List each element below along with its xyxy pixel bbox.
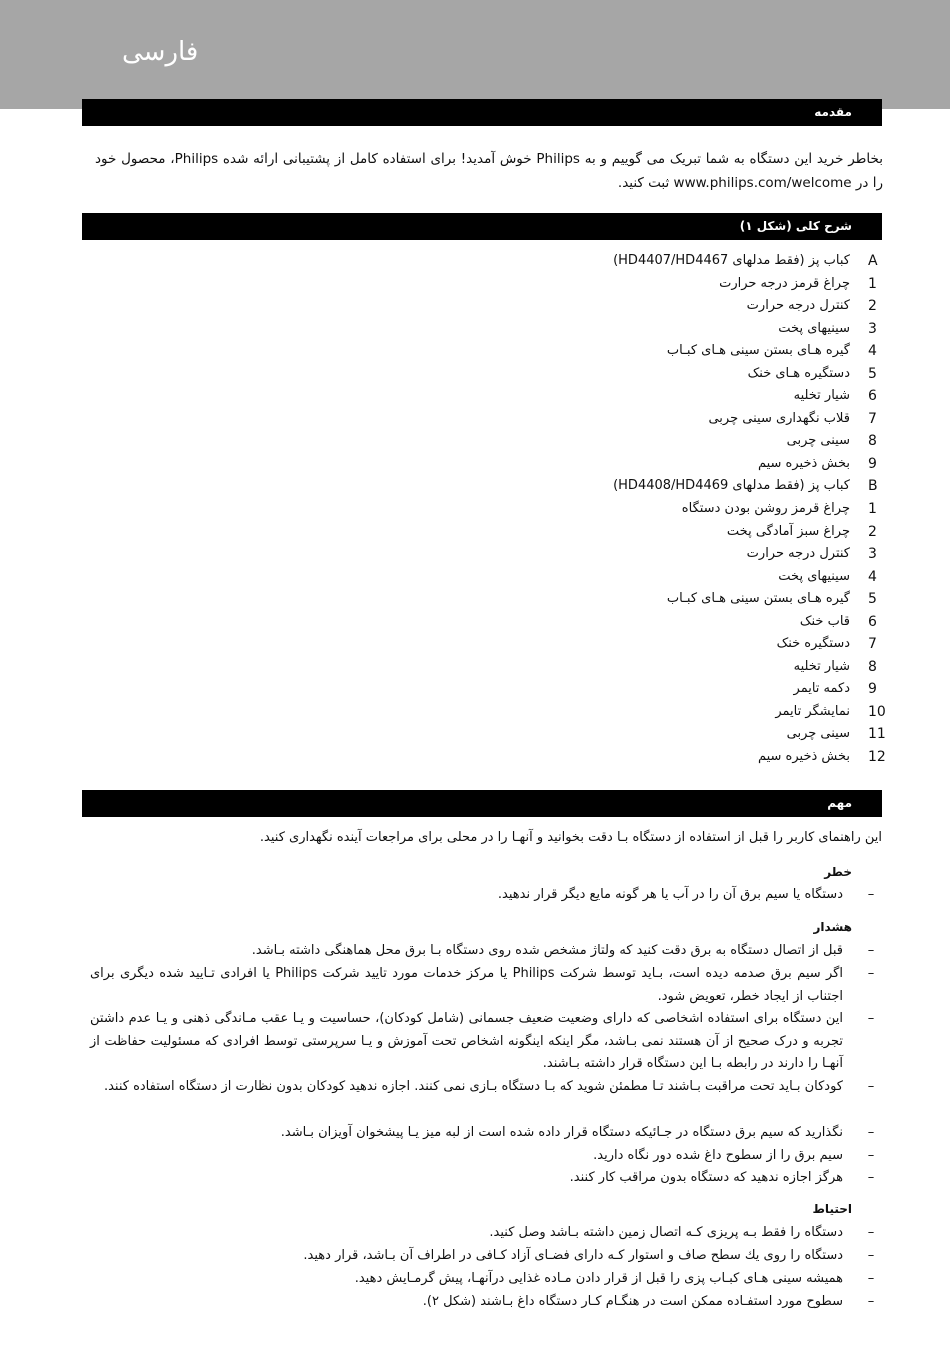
overview-item — [464, 746, 884, 769]
overview-item-label: چراغ قرمز روشن بودن دستگاه — [681, 501, 850, 517]
caution-heading: احتیاط — [812, 1202, 852, 1216]
bullet-dash: – — [867, 1011, 875, 1026]
overview-item-label: دکمه تایمر — [793, 681, 850, 697]
overview-item — [464, 611, 884, 634]
bullet-dash: – — [867, 1170, 875, 1185]
overview-item-number: 6 — [868, 613, 877, 630]
section-bar-overview: شرح کلی (شکل ۱) — [82, 213, 882, 240]
overview-item — [464, 430, 884, 453]
overview-item-number: 7 — [868, 410, 877, 427]
important-intro: این راهنمای کاربر را قبل از استفاده از دستگاه بـا دقت بخوانید و آنهـا را در محلی برای مراجعات آینده نگهداری کنید. — [259, 830, 882, 845]
overview-item-number: 7 — [868, 636, 877, 653]
overview-item — [464, 678, 884, 701]
bullet-dash: – — [867, 966, 875, 981]
intro-paragraph: بخاطر خرید این دستگاه به شما تبریک می گوییم و به Philips خوش آمدید! برای استفاده کامل از پشتیبانی ارائه شده Philips، محصول خود را در www.philips.com/welcome ثبت کنید. — [95, 151, 883, 191]
overview-item-number: 1 — [868, 501, 877, 518]
overview-item-number: 8 — [868, 658, 877, 675]
overview-item-label: دستگیره هـای خنک — [747, 365, 850, 381]
overview-item — [464, 656, 884, 679]
overview-item-number: 5 — [868, 591, 877, 608]
overview-item-label: قلاب نگهداری سینی چربی — [708, 410, 850, 426]
bullet-text: این دستگاه برای استفاده اشخاصی که دارای وضعیت ضعیف جسمانی (شامل کودکان)، حساسیت و یـا عقب مـاندگی ذهنی و یـا عدم داشتن تجربه و درک صحیح از آن هستند نمی بـاشد، مگر اینکه اینگونه اشخاص تحت آموزش و یـا سرپرستی توسط افرادی که مسئولیت حفاظت از آنهـا را دارند در رابطه بـا این دستگاه قرار داشته بـاشند. — [90, 1011, 843, 1071]
overview-item — [464, 521, 884, 544]
overview-item — [464, 453, 884, 476]
overview-item-number: 10 — [868, 703, 886, 720]
bullet-dash: – — [867, 887, 875, 902]
overview-item-number: 3 — [868, 546, 877, 563]
overview-item-label: گیره هـای بستن سینی هـای کبـاب — [666, 343, 850, 359]
bullet-dash: – — [867, 1294, 875, 1309]
bullet-text: هرگز اجازه ندهید که دستگاه بدون مراقب کار کنند. — [569, 1170, 843, 1185]
bullet-dash: – — [867, 1225, 875, 1240]
overview-item-label: سینی چربی — [786, 726, 850, 742]
overview-item — [464, 723, 884, 746]
overview-list — [464, 250, 884, 769]
overview-item — [464, 385, 884, 408]
bullet-text: دستگاه را فقط بـه پریزی کـه اتصال زمین داشته بـاشد وصل کنید. — [489, 1225, 843, 1240]
overview-item-number: 1 — [868, 275, 877, 292]
overview-item — [464, 633, 884, 656]
bullet-text: نگذارید که سیم برق دستگاه در جـائیکه دستگاه قرار داده شده است از لبه میز یـا پیشخوان آویزان بـاشد. — [280, 1125, 843, 1140]
overview-item-label: چراغ سبز آمادگی پخت — [726, 523, 850, 539]
bullet-text: سطوح مورد استفـاده ممکن است در هنگـام کـار دستگاه داغ بـاشند (شکل ۲). — [422, 1294, 843, 1309]
section-bar-intro: مقدمه — [82, 99, 882, 126]
warning-heading: هشدار — [813, 920, 852, 934]
overview-item — [464, 701, 884, 724]
overview-item-label: کنترل درجه حرارت — [746, 298, 850, 314]
overview-item — [464, 475, 884, 498]
bullet-dash: – — [867, 1148, 875, 1163]
overview-item-label: شیار تخلیه — [793, 388, 850, 404]
bullet-dash: – — [867, 1079, 875, 1094]
overview-item — [464, 295, 884, 318]
overview-item-label: دستگیره خنک — [776, 636, 850, 652]
overview-item-number: 3 — [868, 320, 877, 337]
language-title: فارسی — [122, 37, 199, 67]
overview-item-label: سینی چربی — [786, 433, 850, 449]
overview-item-label: کنترل درجه حرارت — [746, 546, 850, 562]
bullet-text: اگر سیم برق صدمه دیده است، بـاید توسط شرکت Philips یا مرکز خدمات مورد تایید شرکت Philips یا افرادی تـایید شده دیگری برای اجتناب از ایجاد خطر، تعویض شود. — [90, 966, 843, 1004]
overview-item-number: 2 — [868, 523, 877, 540]
overview-item-label: گیره هـای بستن سینی هـای کبـاب — [666, 591, 850, 607]
overview-item-number: 11 — [868, 726, 886, 743]
overview-item-number: 9 — [868, 681, 877, 698]
overview-item-label: بخش ذخیره سیم — [757, 455, 850, 471]
overview-item — [464, 318, 884, 341]
overview-item-label: نمایشگر تایمر — [775, 703, 850, 719]
overview-item-number: 2 — [868, 298, 877, 315]
bullet-dash: – — [867, 1125, 875, 1140]
overview-item-label: چراغ قرمز درجه حرارت — [719, 275, 850, 291]
overview-item-number: 8 — [868, 433, 877, 450]
overview-item-label: سینیهای پخت — [778, 320, 850, 336]
overview-item — [464, 340, 884, 363]
overview-item-label: قاب خنک — [799, 613, 850, 629]
overview-item — [464, 566, 884, 589]
bullet-dash: – — [867, 1248, 875, 1263]
overview-item — [464, 588, 884, 611]
overview-item-number: 9 — [868, 455, 877, 472]
overview-item-number: 4 — [868, 568, 877, 585]
bullet-dash: – — [867, 943, 875, 958]
overview-item — [464, 498, 884, 521]
overview-item — [464, 250, 884, 273]
overview-item — [464, 408, 884, 431]
overview-item-number: 5 — [868, 365, 877, 382]
overview-item-number: 4 — [868, 343, 877, 360]
overview-item-label: سینیهای پخت — [778, 568, 850, 584]
bullet-dash: – — [867, 1271, 875, 1286]
overview-item — [464, 543, 884, 566]
overview-item-label: کباب پز (فقط مدلهای HD4407/HD4467) — [613, 253, 850, 268]
bullet-text: کودکان بـاید تحت مراقبت بـاشند تـا مطمئن شوید که بـا دستگاه بـازی نمی کنند. اجازه ندهید کودکان بدون نظارت از دستگاه استفاده کنند. — [103, 1079, 843, 1094]
bullet-text: قبل از اتصال دستگاه به برق دقت کنید که ولتاژ مشخص شده روی دستگاه بـا برق محل هماهنگی داشته بـاشد. — [251, 943, 843, 958]
section-bar-important: مهم — [82, 790, 882, 817]
bullet-text: سیم برق را از سطوح داغ شده دور نگاه دارید. — [593, 1148, 843, 1163]
overview-item-label: شیار تخلیه — [793, 658, 850, 674]
overview-item-number: B — [868, 478, 878, 495]
overview-item-number: 6 — [868, 388, 877, 405]
bullet-text: دستگاه را روی یك سطح صاف و استوار کـه دارای فضـای آزاد کـافی در اطراف آن بـاشد، قرار دهید. — [303, 1248, 843, 1263]
overview-item-number: 12 — [868, 749, 886, 766]
bullet-text: همیشه سینی هـای کبـاب پزی را قبل از قرار دادن مـاده غذایی درآنهـا، پیش گرمـایش دهید. — [354, 1271, 843, 1286]
overview-item-label: بخش ذخیره سیم — [757, 749, 850, 765]
overview-item-number: A — [868, 253, 878, 269]
danger-heading: خطر — [824, 865, 852, 879]
bullet-text: دستگاه یا سیم برق آن را در آب یا هر گونه مایع دیگر قرار ندهید. — [497, 887, 843, 902]
overview-item — [464, 273, 884, 296]
overview-item-label: کباب پز (فقط مدلهای HD4408/HD4469) — [613, 478, 850, 494]
overview-item — [464, 363, 884, 386]
